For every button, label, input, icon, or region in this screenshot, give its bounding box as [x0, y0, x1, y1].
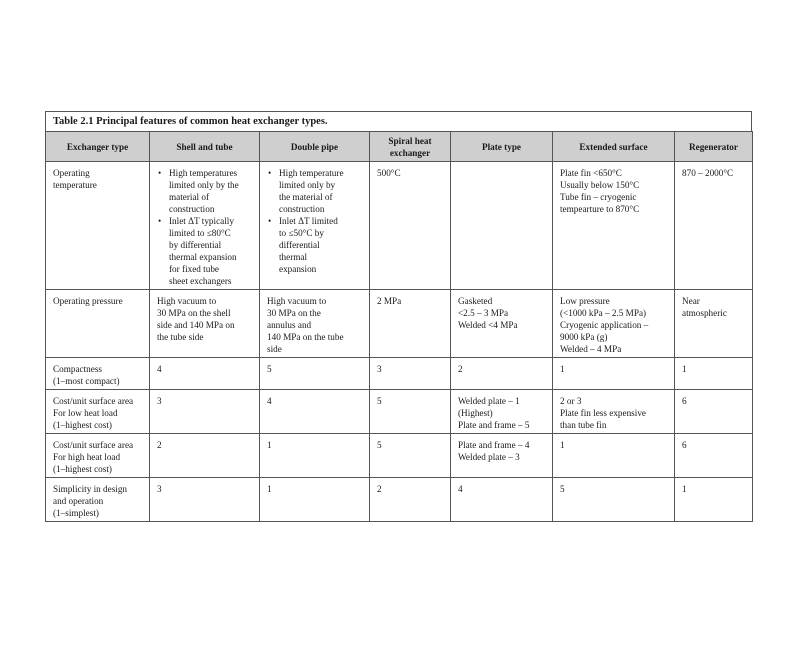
cell-double-pipe: 5: [260, 358, 370, 390]
cell-double-pipe: 1: [260, 478, 370, 522]
cell-plate-type: Welded plate – 1 (Highest) Plate and frame – 5: [451, 390, 553, 434]
cell-double-pipe: [260, 162, 370, 290]
cell-extended-surface: 5: [553, 478, 675, 522]
cell-regenerator: Near atmospheric: [675, 290, 753, 358]
cell-label: Cost/unit surface area For high heat load (1–highest cost): [46, 434, 150, 478]
table-caption: Table 2.1 Principal features of common heat exchanger types.: [45, 111, 752, 131]
cell-shell-and-tube: 3: [150, 478, 260, 522]
cell-plate-type: Gasketed <2.5 – 3 MPa Welded <4 MPa: [451, 290, 553, 358]
cell-label: Simplicity in design and operation (1–simplest): [46, 478, 150, 522]
cell-label: Cost/unit surface area For low heat load (1–highest cost): [46, 390, 150, 434]
cell-spiral: 2 MPa: [370, 290, 451, 358]
cell-double-pipe: 1: [260, 434, 370, 478]
row-operating-pressure: [46, 290, 753, 358]
cell-spiral: 5: [370, 390, 451, 434]
cell-extended-surface: 1: [553, 358, 675, 390]
cell-plate-type: 4: [451, 478, 553, 522]
cell-regenerator: 1: [675, 478, 753, 522]
bullet-item: • High temperatures limited only by the material of construction: [157, 167, 255, 215]
header-regenerator: Regenerator: [675, 132, 753, 162]
header-exchanger-type: Exchanger type: [46, 132, 150, 162]
cell-shell-and-tube: 3: [150, 390, 260, 434]
cell-plate-type: 2: [451, 358, 553, 390]
cell-shell-and-tube: 2: [150, 434, 260, 478]
cell-label: Compactness (1–most compact): [46, 358, 150, 390]
bullet-item: • Inlet ΔT limited to ≤50°C by differential thermal expansion: [267, 215, 365, 275]
cell-spiral: 5: [370, 434, 451, 478]
cell-double-pipe: 4: [260, 390, 370, 434]
cell-extended-surface: Plate fin <650°C Usually below 150°C Tube fin – cryogenic tempearture to 870°C: [553, 162, 675, 290]
row-compactness: [46, 358, 753, 390]
cell-regenerator: 1: [675, 358, 753, 390]
cell-double-pipe: High vacuum to 30 MPa on the annulus and 140 MPa on the tube side: [260, 290, 370, 358]
heat-exchanger-table: [45, 111, 752, 522]
row-cost-high-heat-load: [46, 434, 753, 478]
header-extended-surface: Extended surface: [553, 132, 675, 162]
cell-spiral: 3: [370, 358, 451, 390]
row-operating-temperature: [46, 162, 753, 290]
header-plate-type: Plate type: [451, 132, 553, 162]
cell-spiral: 500°C: [370, 162, 451, 290]
row-cost-low-heat-load: [46, 390, 753, 434]
header-spiral-heat-exchanger: Spiral heat exchanger: [370, 132, 451, 162]
cell-regenerator: 6: [675, 390, 753, 434]
cell-extended-surface: Low pressure (<1000 kPa – 2.5 MPa) Cryogenic application – 9000 kPa (g) Welded – 4 MPa: [553, 290, 675, 358]
bullet-item: • Inlet ΔT typically limited to ≤80°C by differential thermal expansion for fixed tube sheet exchangers: [157, 215, 255, 287]
cell-label: Operating pressure: [46, 290, 150, 358]
cell-regenerator: 6: [675, 434, 753, 478]
header-shell-and-tube: Shell and tube: [150, 132, 260, 162]
cell-regenerator: 870 – 2000°C: [675, 162, 753, 290]
cell-shell-and-tube: 4: [150, 358, 260, 390]
cell-spiral: 2: [370, 478, 451, 522]
cell-plate-type: [451, 162, 553, 290]
cell-plate-type: Plate and frame – 4 Welded plate – 3: [451, 434, 553, 478]
header-row: [46, 132, 753, 162]
cell-shell-and-tube: High vacuum to 30 MPa on the shell side and 140 MPa on the tube side: [150, 290, 260, 358]
cell-label: Operating temperature: [46, 162, 150, 290]
header-double-pipe: Double pipe: [260, 132, 370, 162]
bullet-item: • High temperature limited only by the material of construction: [267, 167, 365, 215]
cell-shell-and-tube: [150, 162, 260, 290]
cell-extended-surface: 1: [553, 434, 675, 478]
cell-extended-surface: 2 or 3 Plate fin less expensive than tube fin: [553, 390, 675, 434]
row-simplicity: [46, 478, 753, 522]
features-table: [45, 131, 753, 522]
